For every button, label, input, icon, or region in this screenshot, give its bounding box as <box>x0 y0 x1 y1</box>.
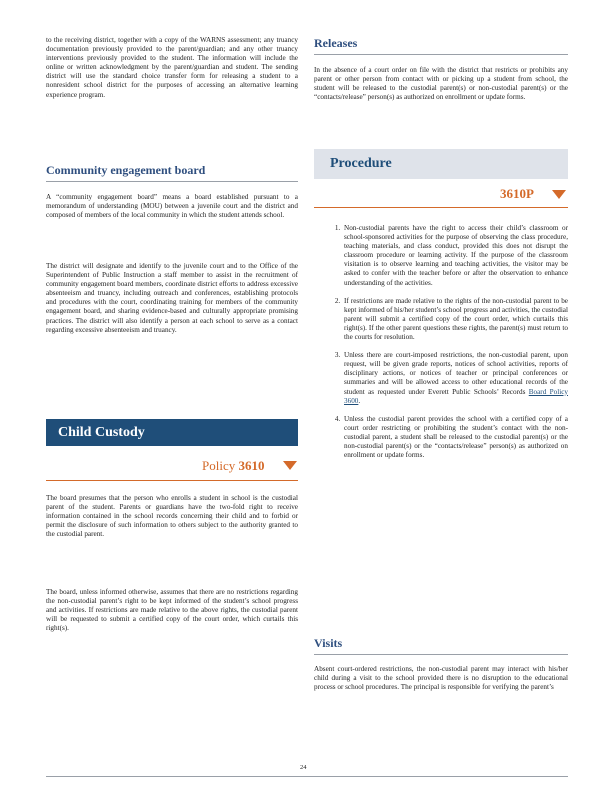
procedure-number: 3610P <box>500 186 534 201</box>
board-policy-link[interactable]: Board Policy 3600 <box>344 387 569 405</box>
custody-paragraph-2: The board, unless informed otherwise, assumes that there are no restrictions regarding the non-custodial parent’s right to be kept informed of the student’s school progress and activities. If restrictions are made relative to the above rights, the custodial parent will be requested to submit a certified copy of the court order, which curtails this right(s). <box>46 588 298 633</box>
child-custody-band: Child Custody <box>46 419 298 446</box>
releases-heading: Releases <box>314 36 358 50</box>
community-paragraph-1: A “community engagement board” means a board established pursuant to a memorandum of understanding (MOU) between a juvenile court and the district and composed of members of the local community in which the student attends school. <box>46 193 298 220</box>
policy-number: 3610 <box>238 458 265 473</box>
procedure-band: Procedure <box>314 149 568 179</box>
procedure-item: 4. Unless the custodial parent provides the school with a certified copy of a court order restricting or prohibiting the student’s contact with the non-custodial parent, a student shall be released to the custodial parent(s) or the non-custodial parent(s) or the “contacts/release” person(s) as authorized on enrollment or update forms. <box>342 415 568 460</box>
triangle-down-icon <box>552 190 566 199</box>
visits-heading: Visits <box>314 636 343 650</box>
procedure-item: 1. Non-custodial parents have the right to access their child’s classroom or school-sponsored activities for the purpose of observing the class procedure, teaching materials, and class conduct, provided this does not disrupt the classroom procedure or learning activity. If the purpose of the classroom visitation is to observe learning and teaching activities, the visitor may be asked to confer with the teacher before or after the observation to enhance understanding of the activities. <box>342 224 568 288</box>
procedure-tag <box>500 186 534 202</box>
community-engagement-heading: Community engagement board <box>46 163 206 177</box>
procedure-item <box>342 351 568 406</box>
triangle-down-icon <box>283 461 297 470</box>
procedure-item: 2. If restrictions are made relative to the rights of the non-custodial parent to be kept informed of his/her student’s school progress and activities, the custodial parent will submit a certified copy of the court order, which curtails this right(s). If the other parent questions these rights, the parent(s) must return to the courts for resolution. <box>342 297 568 342</box>
procedure-item-text: Unless there are court-imposed restrictions, the non-custodial parent, upon request, will be given grade reports, notices of school activities, reports of disciplinary actions, or notices of teacher or principal conferences or summaries and will be allowed access to other educational records of the student as requested under Everett Public Schools’ Records <box>344 351 568 396</box>
heading-divider <box>314 654 568 655</box>
policy-label: Policy <box>202 458 236 473</box>
procedure-list-wrap <box>314 224 568 469</box>
procedure-divider <box>314 207 568 208</box>
footer-divider <box>46 776 568 777</box>
heading-divider <box>46 181 298 182</box>
community-paragraph-2: The district will designate and identify to the juvenile court and to the Office of the Superintendent of Public Instruction a staff member to assist in the recruitment of community engagement board members, coordinate district efforts to address excessive absenteeism and truancy, including outreach and conferences, establishing protocols and procedures with the court, coordinating training for members of the community engagement board, and sharing evidence-based and culturally appropriate promising practices. The district will also identify a person at each school to serve as a contact regarding excessive absenteeism and truancy. <box>46 262 298 334</box>
custody-paragraph-1: The board presumes that the person who enrolls a student in school is the custodial parent of the student. Parents or guardians have the two-fold right to receive information contained in the school records concerning their child and to forbid or permit the disclosure of such information to others subject to the authority granted to the custodial parent. <box>46 494 298 539</box>
heading-divider <box>314 54 568 55</box>
page-number: 24 <box>300 764 307 771</box>
policy-tag <box>202 458 264 474</box>
intro-paragraph: to the receiving district, together with a copy of the WARNS assessment; any truancy documentation previously provided to the parent/guardian; and any other truancy interventions previously provided to the student. The information will include the online or written acknowledgment by the parent/guardian and student. The sending district will use the standard choice transfer form for releasing a student to a nonresident school district for the purposes of accessing an alternative learning experience program. <box>46 36 298 99</box>
releases-paragraph: In the absence of a court order on file with the district that restricts or prohibits any parent or other person from contact with or picking up a student from school, the student will be released to the custodial parent(s) or non-custodial parent(s) or the “contacts/release” person(s) as authorized on enrollment or update forms. <box>314 66 568 102</box>
policy-divider <box>46 480 298 481</box>
procedure-item-end: . <box>358 396 361 405</box>
procedure-list <box>314 224 568 460</box>
visits-paragraph: Absent court-ordered restrictions, the non-custodial parent may interact with his/her child during a visit to the school provided there is no disruption to the educational process or school procedures. The principal is responsible for verifying the parent’s <box>314 665 568 692</box>
